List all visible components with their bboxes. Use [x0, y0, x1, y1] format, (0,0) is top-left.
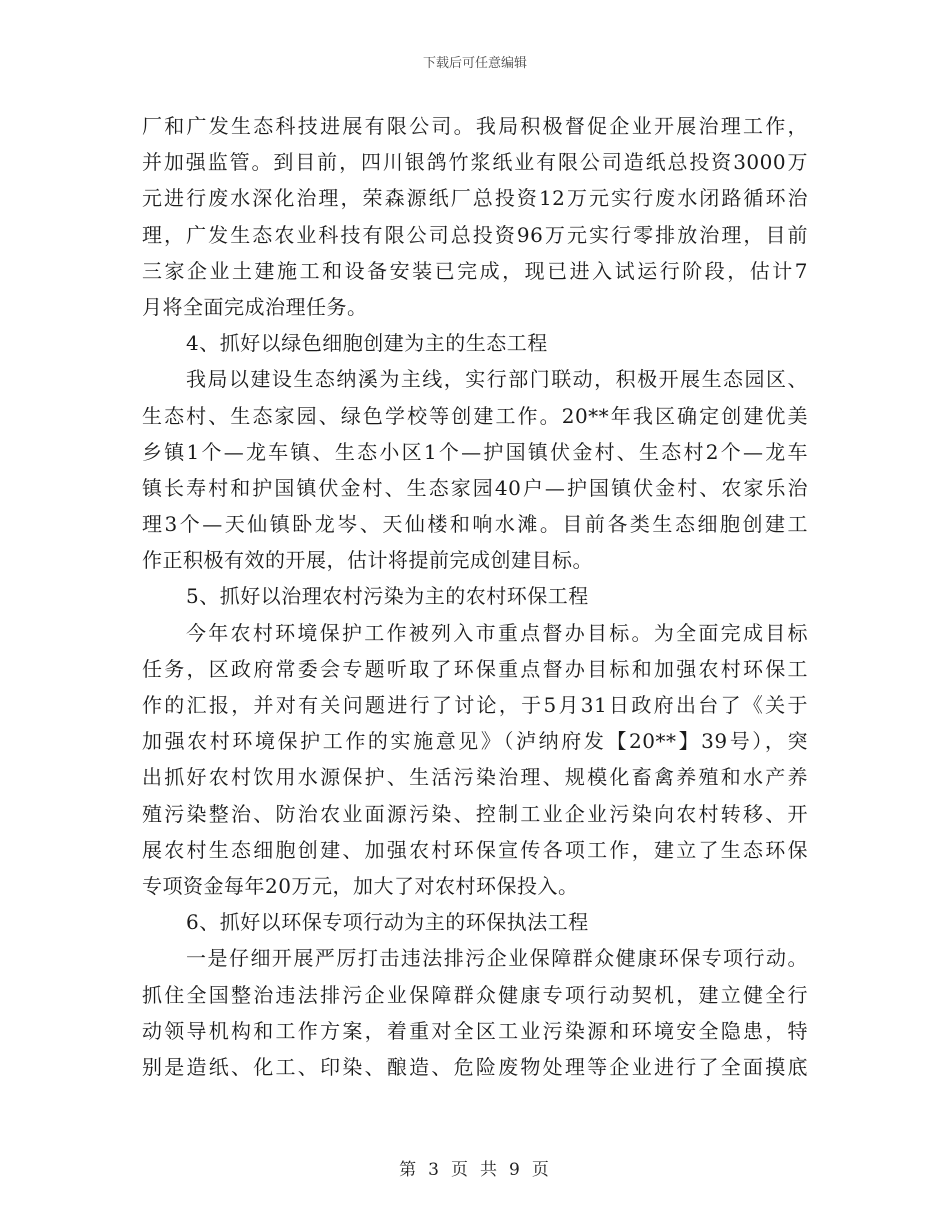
page-number-footer [0, 1155, 950, 1180]
body-line: 月将全面完成治理任务。 [142, 294, 368, 319]
body-line: 动领导机构和工作方案，着重对全区工业污染源和环境安全隐患，特 [142, 1018, 808, 1043]
body-line: 别是造纸、化工、印染、酿造、危险废物处理等企业进行了全面摸底 [142, 1054, 808, 1079]
body-line: 乡镇1个—龙车镇、生态小区1个—护国镇伏金村、生态村2个—龙车 [142, 439, 808, 464]
body-line: 三家企业土建施工和设备安装已完成，现已进入试运行阶段，估计7 [142, 258, 808, 283]
body-line: 加强农村环境保护工作的实施意见》（泸纳府发【20**】39号），突 [142, 729, 808, 754]
body-line: 我局以建设生态纳溪为主线，实行部门联动，积极开展生态园区、 [186, 367, 808, 392]
body-line: 出抓好农村饮用水源保护、生活污染治理、规模化畜禽养殖和水产养 [142, 765, 808, 790]
body-line: 理3个—天仙镇卧龙岑、天仙楼和响水滩。目前各类生态细胞创建工 [142, 512, 808, 537]
footer-suffix: 页 [531, 1160, 551, 1180]
section-heading: 5、抓好以治理农村污染为主的农村环保工程 [186, 584, 589, 609]
page-header-note: 下载后可任意编辑 [422, 56, 527, 71]
body-line: 厂和广发生态科技进展有限公司。我局积极督促企业开展治理工作， [142, 114, 808, 138]
body-line: 理，广发生态农业科技有限公司总投资96万元实行零排放治理，目前 [142, 222, 808, 247]
body-line: 专项资金每年20万元，加大了对农村环保投入。 [142, 873, 579, 898]
footer-total-pages: 9 [509, 1160, 522, 1180]
body-line: 殖污染整治、防治农业面源污染、控制工业企业污染向农村转移、开 [142, 801, 808, 826]
body-line: 镇长寿村和护国镇伏金村、生态家园40户—护国镇伏金村、农家乐治 [142, 475, 808, 500]
body-line: 作正积极有效的开展，估计将提前完成创建目标。 [142, 548, 593, 573]
document-body [142, 108, 808, 1085]
footer-current-page: 3 [428, 1160, 441, 1180]
body-line: 展农村生态细胞创建、加强农村环保宣传各项工作，建立了生态环保 [142, 837, 808, 862]
section-heading: 4、抓好以绿色细胞创建为主的生态工程 [186, 331, 548, 356]
body-line: 任务，区政府常委会专题听取了环保重点督办目标和加强农村环保工 [142, 656, 808, 681]
body-line: 抓住全国整治违法排污企业保障群众健康专项行动契机，建立健全行 [142, 982, 808, 1007]
body-line: 一是仔细开展严厉打击违法排污企业保障群众健康环保专项行动。 [186, 946, 808, 971]
section-heading: 6、抓好以环保专项行动为主的环保执法工程 [186, 910, 589, 935]
footer-prefix: 第 [399, 1160, 419, 1180]
body-line: 并加强监管。到目前，四川银鸽竹浆纸业有限公司造纸总投资3000万 [142, 150, 808, 175]
footer-page-word: 页 [451, 1160, 470, 1180]
body-line: 元进行废水深化治理，荣森源纸厂总投资12万元实行废水闭路循环治 [142, 186, 808, 211]
body-line: 今年农村环境保护工作被列入市重点督办目标。为全面完成目标 [186, 620, 808, 645]
footer-total-word: 共 [480, 1160, 499, 1180]
body-line: 生态村、生态家园、绿色学校等创建工作。20**年我区确定创建优美 [142, 403, 808, 428]
body-line: 作的汇报，并对有关问题进行了讨论，于5月31日政府出台了《关于 [142, 693, 808, 717]
